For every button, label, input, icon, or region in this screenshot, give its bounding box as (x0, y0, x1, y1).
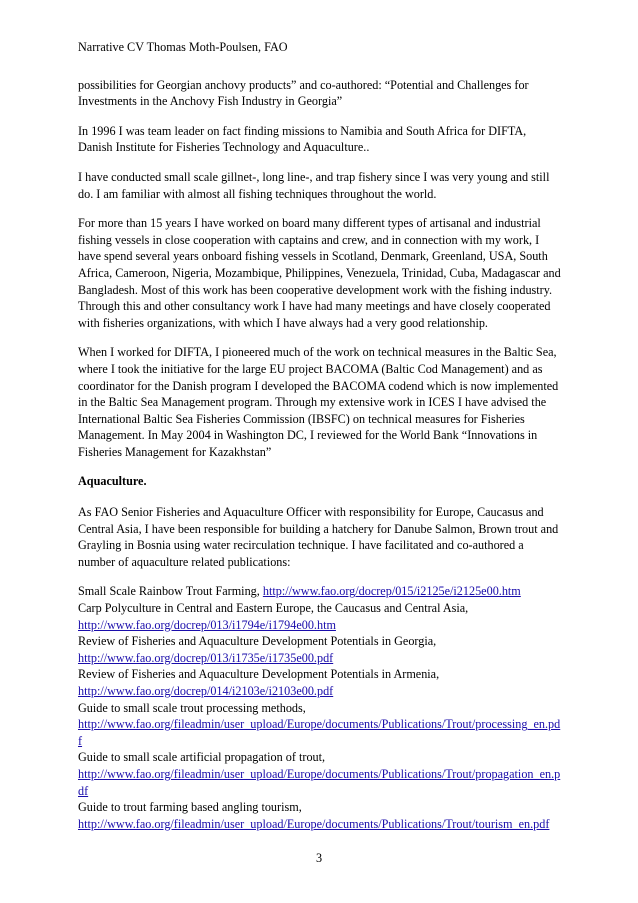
publication-link[interactable]: http://www.fao.org/fileadmin/user_upload/Europe/documents/Publications/Trout/propagation_en.pdf (78, 766, 561, 798)
paragraph-vessel-work: For more than 15 years I have worked on board many different types of artisanal and industrial fishing vessels in close cooperation with captains and crew, and in connection with my work, I have spend several years onboard fishing vessels in Scotland, Denmark, Greenland, USA, South Africa, Cameroon, Nigeria, Mozambique, Philippines, Venezuela, Trinidad, Cuba, Madagascar and Bangladesh. Most of this work has been cooperative development work with the fishing industry. Through this and other consultancy work I have had many meetings and have closely cooperated with fisheries organizations, with which I have always had a very good relationship. (78, 216, 561, 330)
publication-title: Small Scale Rainbow Trout Farming, (78, 584, 263, 599)
publication-title: Guide to small scale trout processing methods, (78, 700, 306, 715)
publication-link[interactable]: http://www.fao.org/fileadmin/user_upload/Europe/documents/Publications/Trout/tourism_en.pdf (78, 816, 550, 831)
publication-link[interactable]: http://www.fao.org/docrep/014/i2103e/i2103e00.pdf (78, 684, 334, 698)
publication-link[interactable]: http://www.fao.org/docrep/013/i1794e/i1794e00.htm (78, 617, 336, 632)
paragraph-difta-missions: In 1996 I was team leader on fact finding missions to Namibia and South Africa for DIFTA, Danish Institute for Fisheries Technology and Aquaculture.. (78, 123, 527, 155)
publication-item (78, 600, 562, 633)
publication-item (78, 633, 562, 666)
publication-item (78, 749, 562, 799)
publication-title: Guide to trout farming based angling tourism, (78, 800, 302, 815)
running-header: Narrative CV Thomas Moth-Poulsen, FAO (78, 40, 288, 54)
paragraph-aquaculture-intro: As FAO Senior Fisheries and Aquaculture Officer with responsibility for Europe, Caucasus and Central Asia, I have been responsible for building a hatchery for Danube Salmon, Brown trout and Grayling in Bosnia using water recirculation technique. I have facilitated and co-authored a number of aquaculture related publications: (78, 505, 559, 569)
publication-title: Carp Polyculture in Central and Eastern Europe, the Caucasus and Central Asia, (78, 601, 469, 616)
page-number: 3 (315, 851, 323, 865)
publication-title: Guide to small scale artificial propagation of trout, (78, 750, 326, 765)
publication-item (78, 799, 562, 832)
section-heading-aquaculture: Aquaculture. (78, 474, 147, 489)
paragraph-baltic-work: When I worked for DIFTA, I pioneered much of the work on technical measures in the Baltic Sea, where I took the initiative for the large EU project BACOMA (Baltic Cod Management) and as coordinator for the Danish program I developed the BACOMA codend which is now implemented in the Baltic Sea Management program. Through my extensive work in ICES I have advised the International Baltic Sea Fisheries Commission (IBSFC) on technical measures for Fisheries Management. In May 2004 in Washington DC, I reviewed for the World Bank “Innovations in Fisheries Management for Kazakhstan” (78, 345, 559, 459)
publication-title: Review of Fisheries and Aquaculture Development Potentials in Georgia, (78, 634, 437, 649)
publication-link[interactable]: http://www.fao.org/docrep/013/i1735e/i1735e00.pdf (78, 650, 334, 665)
publication-title: Review of Fisheries and Aquaculture Development Potentials in Armenia, (78, 667, 440, 682)
paragraph-fishing-experience: I have conducted small scale gillnet-, long line-, and trap fishery since I was very young and still do. I am familiar with almost all fishing techniques throughout the world. (78, 169, 550, 201)
publication-item (78, 583, 562, 600)
publication-list (78, 583, 562, 832)
paragraph-anchovy: possibilities for Georgian anchovy products” and co-authored: “Potential and Challenges for Investments in the Anchovy Fish Industry in Georgia” (78, 77, 529, 109)
publication-link[interactable]: http://www.fao.org/docrep/015/i2125e/i2125e00.htm (262, 584, 521, 599)
publication-item (78, 700, 562, 750)
publication-item (78, 666, 562, 699)
document-page (78, 39, 562, 832)
publication-link[interactable]: http://www.fao.org/fileadmin/user_upload/Europe/documents/Publications/Trout/processing_en.pdf (78, 717, 561, 748)
